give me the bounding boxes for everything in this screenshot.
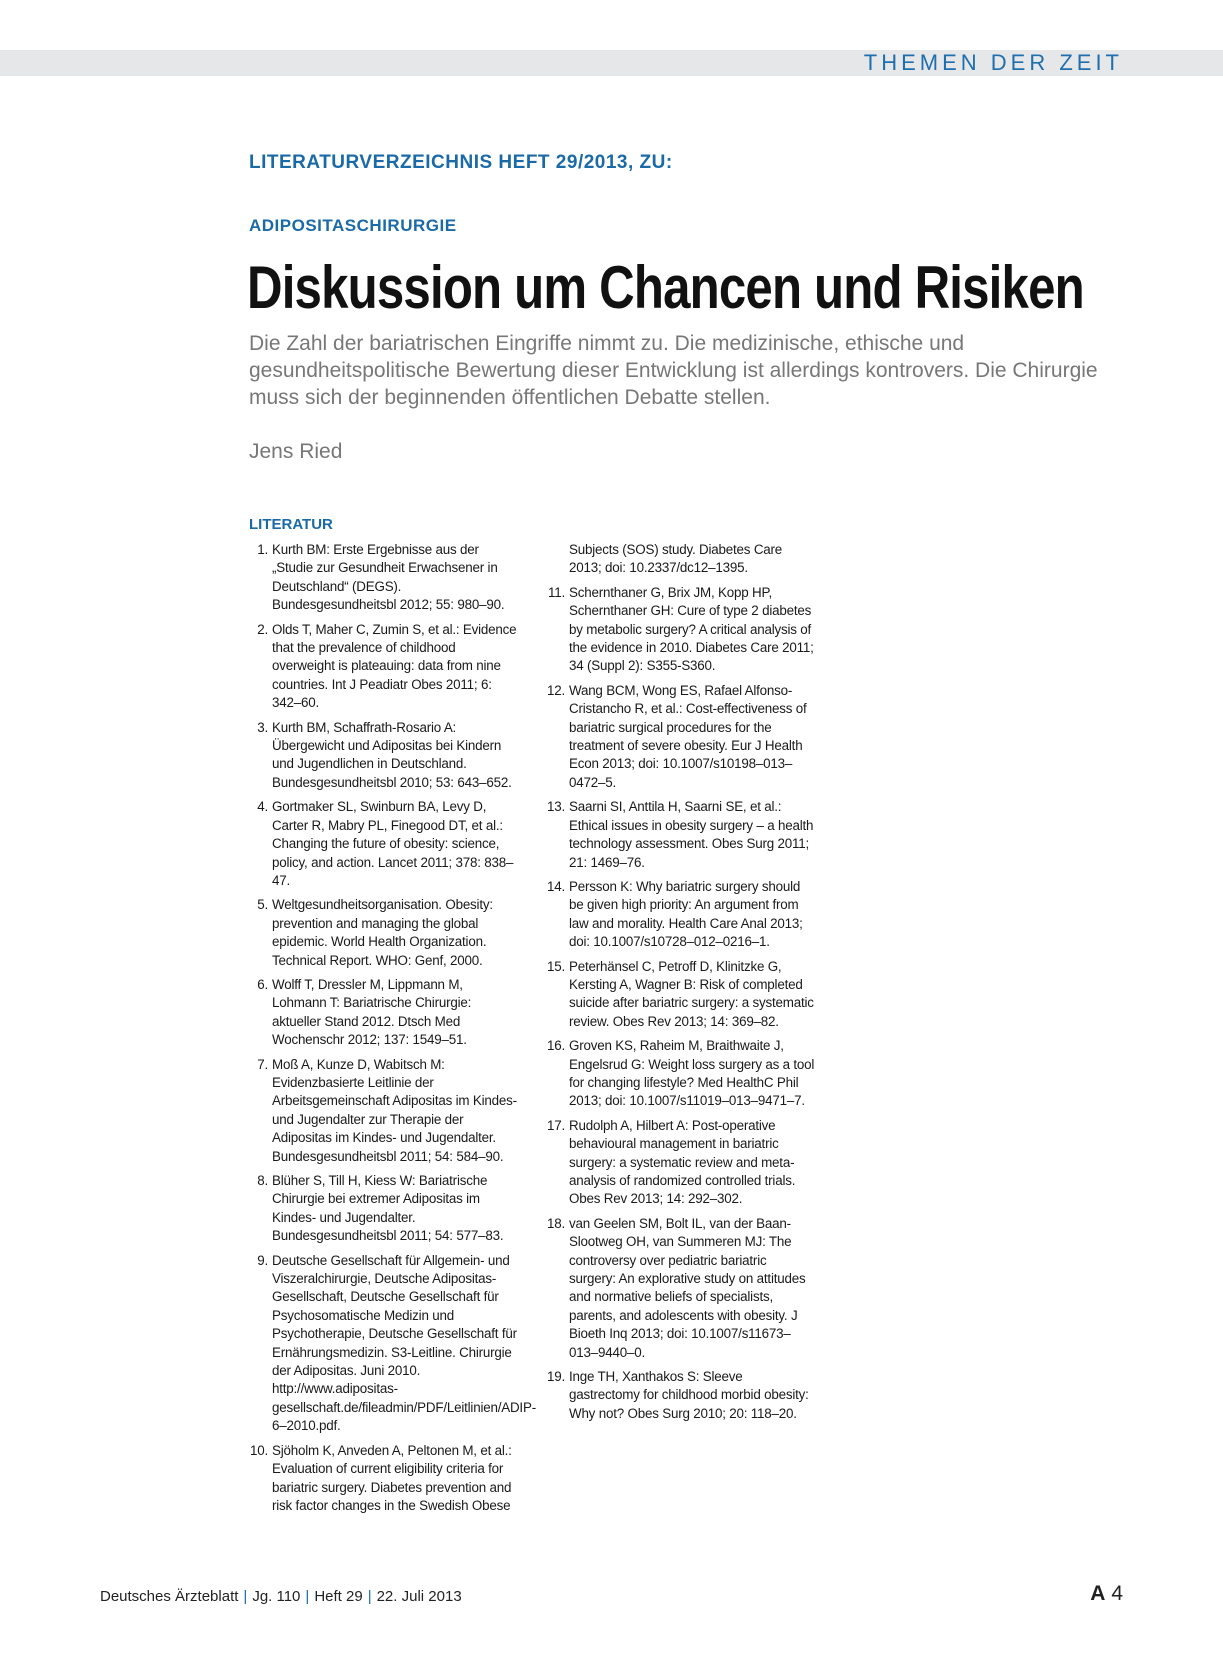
reference-item bbox=[249, 798, 519, 890]
reference-text: Groven KS, Raheim M, Braithwaite J, Engelsrud G: Weight loss surgery as a tool for changing lifestyle? Med HealthC Phil 2013; doi: 10.1007/s11019–013–9471–7. bbox=[569, 1038, 815, 1109]
reference-item bbox=[249, 1442, 519, 1516]
author: Jens Ried bbox=[249, 440, 343, 463]
topic-label: ADIPOSITASCHIRURGIE bbox=[249, 216, 457, 235]
separator: | bbox=[367, 1588, 372, 1605]
reference-text: Subjects (SOS) study. Diabetes Care 2013; doi: 10.2337/dc12–1395. bbox=[569, 542, 783, 576]
reference-item bbox=[546, 1368, 816, 1423]
reference-item bbox=[249, 1056, 519, 1166]
reference-item bbox=[546, 584, 816, 676]
journal-name: Deutsches Ärzteblatt bbox=[100, 1588, 239, 1605]
reference-item bbox=[546, 798, 816, 872]
reference-text: Weltgesundheitsorganisation. Obesity: prevention and managing the global epidemic. World Health Organization. Technical Report. WHO: Genf, 2000. bbox=[272, 897, 493, 968]
reference-item bbox=[546, 878, 816, 952]
reference-item bbox=[249, 621, 519, 713]
reference-number: 16. bbox=[546, 1038, 565, 1054]
volume: Jg. 110 bbox=[252, 1588, 301, 1605]
reference-number: 15. bbox=[546, 958, 565, 974]
reference-number: 10. bbox=[249, 1442, 268, 1458]
literature-heading: LITERATUR bbox=[249, 516, 333, 533]
page-number-value: 4 bbox=[1111, 1582, 1123, 1605]
reference-number: 6. bbox=[257, 976, 268, 992]
reference-text: Wolff T, Dressler M, Lippmann M, Lohmann T: Bariatrische Chirurgie: aktueller Stand 2012. Dtsch Med Wochenschr 2012; 137: 1549–51. bbox=[272, 976, 472, 1048]
reference-text: Kurth BM: Erste Ergebnisse aus der „Studie zur Gesundheit Erwachsener in Deutschland“ (DEGS). Bundesgesundheitsbl 2012; 55: 980–90. bbox=[272, 542, 505, 613]
reference-number: 5. bbox=[257, 897, 268, 913]
reference-number: 8. bbox=[257, 1173, 268, 1188]
reference-text: Kurth BM, Schaffrath-Rosario A: Übergewicht und Adipositas bei Kindern und Jugendlichen in Deutschland. Bundesgesundheitsbl 2010; 53: 643–652. bbox=[272, 719, 512, 790]
reference-number: 3. bbox=[257, 719, 268, 735]
reference-item bbox=[249, 976, 519, 1050]
reference-number: 14. bbox=[546, 878, 565, 894]
reference-item bbox=[249, 1172, 519, 1246]
reference-text: Schernthaner G, Brix JM, Kopp HP, Schernthaner GH: Cure of type 2 diabetes by metabolic surgery? A critical analysis of the evidence in 2010. Diabetes Care 2011; 34 (Suppl 2): S355-S360. bbox=[569, 584, 814, 674]
reference-item bbox=[249, 896, 519, 970]
reference-number: 19. bbox=[546, 1369, 565, 1385]
reference-text: Sjöholm K, Anveden A, Peltonen M, et al.: Evaluation of current eligibility criteria for bariatric surgery. Diabetes prevention and risk factor changes in the Swedish Obese bbox=[272, 1442, 512, 1513]
reference-text: Rudolph A, Hilbert A: Post-operative behavioural management in bariatric surgery: a systematic review and meta-analysis of randomized controlled trials. Obes Rev 2013; 14: 292–302. bbox=[569, 1117, 796, 1207]
reference-text: Gortmaker SL, Swinburn BA, Levy D, Carter R, Mabry PL, Finegood DT, et al.: Changing the future of obesity: science, policy, and action. Lancet 2011; 378: 838–47. bbox=[272, 799, 514, 888]
reference-text: Blüher S, Till H, Kiess W: Bariatrische Chirurgie bei extremer Adipositas im Kindes- und Jugendalter. Bundesgesundheitsbl 2011; 54: 577–83. bbox=[272, 1173, 504, 1244]
reference-text: Moß A, Kunze D, Wabitsch M: Evidenzbasierte Leitlinie der Arbeitsgemeinschaft Adipositas im Kindes- und Jugendalter zur Therapie der Adipositas im Kindes- und Jugendalter. Bundesgesundheitsbl 2011; 54: 584–90. bbox=[272, 1056, 517, 1164]
reference-number: 2. bbox=[257, 621, 268, 637]
reference-number: 1. bbox=[257, 542, 268, 557]
reference-text: Inge TH, Xanthakos S: Sleeve gastrectomy for childhood morbid obesity: Why not? Obes Surg 2010; 20: 118–20. bbox=[569, 1369, 809, 1421]
reference-number: 17. bbox=[546, 1117, 565, 1133]
reference-text: Olds T, Maher C, Zumin S, et al.: Evidence that the prevalence of childhood overweight is plateauing: data from nine countries. Int J Peadiatr Obes 2011; 6: 342–60. bbox=[272, 621, 517, 711]
reference-number: 11. bbox=[547, 584, 565, 600]
reference-text: Wang BCM, Wong ES, Rafael Alfonso-Cristancho R, et al.: Cost-effectiveness of bariatric surgical procedures for the treatment of severe obesity. Eur J Health Econ 2013; doi: 10.1007/s10198–013–0472–5. bbox=[569, 682, 807, 790]
reference-list-left bbox=[249, 541, 536, 1521]
reference-item bbox=[546, 682, 816, 792]
reference-item bbox=[546, 1117, 816, 1209]
kicker: LITERATURVERZEICHNIS HEFT 29/2013, ZU: bbox=[249, 152, 673, 173]
separator: | bbox=[305, 1588, 310, 1605]
reference-item bbox=[249, 541, 519, 615]
reference-item bbox=[546, 1037, 816, 1111]
issue-date: 22. Juli 2013 bbox=[376, 1588, 462, 1605]
footer-citation bbox=[100, 1588, 462, 1605]
section-label: THEMEN DER ZEIT bbox=[863, 50, 1123, 75]
lead-paragraph: Die Zahl der bariatrischen Eingriffe nimmt zu. Die medizinische, ethische und gesundheitspolitische Bewertung dieser Entwicklung ist allerdings kontrovers. Die Chirurgie muss sich der beginnenden öffentlichen Debatte stellen. bbox=[249, 332, 1098, 409]
reference-text: Saarni SI, Anttila H, Saarni SE, et al.: Ethical issues in obesity surgery – a health technology assessment. Obes Surg 2011; 21: 1469–76. bbox=[569, 799, 814, 870]
separator: | bbox=[243, 1588, 248, 1605]
article-title: Diskussion um Chancen und Risiken bbox=[247, 254, 1084, 321]
reference-text: Persson K: Why bariatric surgery should be given high priority: An argument from law and morality. Health Care Anal 2013; doi: 10.1007/s10728–012–0216–1. bbox=[569, 878, 803, 950]
issue: Heft 29 bbox=[314, 1588, 363, 1605]
reference-continuation bbox=[546, 541, 816, 578]
reference-number: 12. bbox=[546, 682, 565, 698]
reference-text: Deutsche Gesellschaft für Allgemein- und Viszeralchirurgie, Deutsche Adipositas-Gesellschaft, Deutsche Gesellschaft für Psychosomatische Medizin und Psychotherapie, Deutsche Gesellschaft für Ernährungsmedizin. S3-Leitline. Chirurgie der Adipositas. Juni 2010. http://www.adipositas-gesellschaft.de/fileadmin/PDF/Leitlinien/ADIP-6–2010.pdf. bbox=[272, 1252, 536, 1434]
reference-list-right bbox=[546, 541, 816, 1429]
reference-number: 4. bbox=[257, 799, 268, 815]
reference-item bbox=[249, 719, 519, 793]
reference-number: 7. bbox=[257, 1056, 268, 1072]
reference-number: 13. bbox=[546, 799, 565, 815]
reference-text: van Geelen SM, Bolt IL, van der Baan-Slootweg OH, van Summeren MJ: The controversy over pediatric bariatric surgery: An explorative study on attitudes and normative beliefs of specialists, parents, and adolescents with obesity. J Bioeth Inq 2013; doi: 10.1007/s11673–013–9440–0. bbox=[569, 1215, 806, 1360]
page-prefix: A bbox=[1090, 1582, 1106, 1605]
page-number bbox=[1090, 1582, 1123, 1606]
reference-item bbox=[546, 958, 816, 1032]
reference-text: Peterhänsel C, Petroff D, Klinitzke G, Kersting A, Wagner B: Risk of completed suicide after bariatric surgery: a systematic review. Obes Rev 2013; 14: 369–82. bbox=[569, 958, 814, 1029]
reference-item bbox=[249, 1252, 536, 1436]
reference-number: 18. bbox=[546, 1215, 565, 1231]
reference-number: 9. bbox=[257, 1252, 268, 1268]
reference-item bbox=[546, 1215, 816, 1362]
